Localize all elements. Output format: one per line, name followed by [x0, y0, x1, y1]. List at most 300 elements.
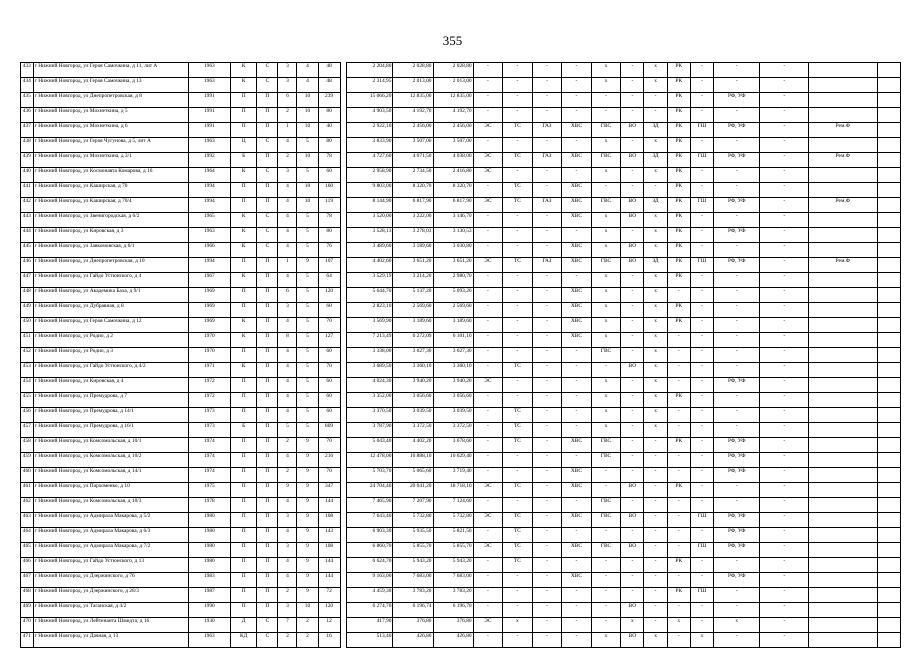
table-cell: [877, 288, 900, 303]
table-cell: х: [644, 168, 667, 183]
table-cell: -: [532, 333, 562, 348]
table-cell: ХВС: [562, 468, 592, 483]
table-cell: 2 013,00: [433, 78, 473, 93]
table-cell: РК: [667, 213, 690, 228]
table-cell: 60: [318, 408, 340, 423]
table-cell: РК: [667, 303, 690, 318]
table-row: [21, 288, 901, 303]
table-cell: 4: [278, 408, 297, 423]
table-cell: [877, 588, 900, 603]
table-cell: [877, 273, 900, 288]
table-cell: -: [503, 573, 533, 588]
table-cell: [877, 468, 900, 483]
table-cell: 6: [278, 288, 297, 303]
table-cell: -: [532, 483, 562, 498]
table-cell: -: [667, 528, 690, 543]
table-cell: 9: [297, 483, 318, 498]
table-cell: -: [690, 423, 713, 438]
table-cell: [809, 78, 878, 93]
table-cell: П: [257, 318, 278, 333]
table-cell: 9: [297, 513, 318, 528]
table-cell: -: [503, 168, 533, 183]
table-cell: [809, 393, 878, 408]
table-cell: С: [257, 228, 278, 243]
table-cell: 1974: [188, 468, 230, 483]
table-cell: 3 189,60: [433, 318, 473, 333]
table-cell: П: [230, 108, 256, 123]
table-cell: 453: [21, 363, 34, 378]
table-cell: -: [503, 453, 533, 468]
table-cell: [809, 543, 878, 558]
table-cell: -: [503, 318, 533, 333]
table-cell: [877, 408, 900, 423]
table-cell: -: [562, 228, 592, 243]
table-cell: ЗД: [644, 153, 667, 168]
table-row: [21, 273, 901, 288]
table-cell: 3 678,60: [433, 438, 473, 453]
table-cell: ГШ: [690, 513, 713, 528]
table-cell: -: [760, 183, 809, 198]
table-cell: 3 372,50: [433, 423, 473, 438]
table-cell: РК: [667, 393, 690, 408]
table-cell: 8 144,90: [346, 198, 392, 213]
table-cell: ТС: [503, 363, 533, 378]
table-cell: 376,80: [393, 618, 433, 633]
table-row: [21, 138, 901, 153]
table-cell: П: [257, 588, 278, 603]
table-cell: К: [230, 318, 256, 333]
table-cell: г Нижний Новгород, ул Кировская, д 4: [33, 378, 188, 393]
table-cell: -: [503, 378, 533, 393]
table-cell: П: [230, 348, 256, 363]
table-cell: [809, 108, 878, 123]
table-cell: 4: [278, 378, 297, 393]
table-cell: -: [532, 243, 562, 258]
table-cell: 3 651,20: [393, 258, 433, 273]
table-cell: 70: [318, 363, 340, 378]
table-cell: 436: [21, 108, 34, 123]
table-cell: -: [473, 288, 503, 303]
table-cell: П: [257, 288, 278, 303]
table-cell: П: [257, 528, 278, 543]
table-cell: 4: [297, 78, 318, 93]
table-cell: 3 189,60: [393, 243, 433, 258]
table-row: [21, 528, 901, 543]
table-cell: 5: [297, 243, 318, 258]
table-cell: -: [503, 243, 533, 258]
table-cell: ГШ: [690, 588, 713, 603]
table-cell: -: [690, 333, 713, 348]
table-cell: [877, 558, 900, 573]
table-cell: 3 189,60: [393, 318, 433, 333]
table-cell: -: [644, 453, 667, 468]
table-cell: [809, 183, 878, 198]
table-cell: РК: [667, 588, 690, 603]
table-cell: 5 855,70: [393, 543, 433, 558]
table-cell: 465: [21, 543, 34, 558]
table-cell: ВО: [621, 483, 644, 498]
table-cell: 3 039,50: [433, 408, 473, 423]
table-cell: П: [257, 378, 278, 393]
table-cell: 76: [318, 243, 340, 258]
table-cell: г Нижний Новгород, ул Кировская, д 3: [33, 228, 188, 243]
table-cell: х: [644, 228, 667, 243]
table-cell: -: [562, 348, 592, 363]
table-cell: П: [230, 393, 256, 408]
table-cell: [809, 513, 878, 528]
table-cell: -: [760, 408, 809, 423]
table-cell: -: [591, 468, 621, 483]
table-cell: П: [230, 258, 256, 273]
table-cell: -: [714, 168, 760, 183]
table-cell: 3 719,40: [433, 468, 473, 483]
table-cell: -: [760, 513, 809, 528]
table-cell: х: [644, 288, 667, 303]
table-cell: 2 456,00: [433, 123, 473, 138]
table-cell: 10: [297, 603, 318, 618]
table-cell: ХВС: [562, 288, 592, 303]
table-cell: 7 643,40: [346, 513, 392, 528]
table-cell: 70: [318, 438, 340, 453]
table-cell: -: [532, 213, 562, 228]
table-cell: 4: [278, 348, 297, 363]
table-cell: 3: [278, 513, 297, 528]
table-cell: 442: [21, 198, 34, 213]
table-cell: ТС: [503, 423, 533, 438]
table-cell: 3: [278, 603, 297, 618]
table-cell: ВО: [621, 198, 644, 213]
table-cell: П: [257, 123, 278, 138]
table-cell: РК: [667, 183, 690, 198]
table-cell: -: [532, 573, 562, 588]
table-cell: [809, 228, 878, 243]
table-cell: ГШ: [690, 123, 713, 138]
table-cell: С: [257, 168, 278, 183]
table-cell: г Нижний Новгород, ул Дубравная, д 8: [33, 303, 188, 318]
table-cell: х: [503, 618, 533, 633]
table-cell: 119: [318, 198, 340, 213]
table-cell: 144: [318, 558, 340, 573]
table-cell: 12 478,00: [346, 453, 392, 468]
table-cell: 3 940,20: [433, 378, 473, 393]
table-cell: П: [257, 348, 278, 363]
table-cell: ХВС: [562, 318, 592, 333]
table-cell: ТС: [503, 123, 533, 138]
table-cell: 1973: [188, 408, 230, 423]
table-cell: -: [714, 498, 760, 513]
table-cell: ХВС: [562, 543, 592, 558]
table-cell: ХВС: [562, 183, 592, 198]
table-cell: -: [621, 453, 644, 468]
table-cell: 1967: [188, 273, 230, 288]
table-cell: 5 093,20: [433, 288, 473, 303]
table-cell: С: [257, 78, 278, 93]
table-cell: 64: [318, 273, 340, 288]
table-cell: 1963: [188, 78, 230, 93]
table-cell: ВО: [621, 153, 644, 168]
table-cell: -: [473, 528, 503, 543]
table-cell: ЭС: [473, 543, 503, 558]
table-cell: К: [230, 213, 256, 228]
table-cell: 2 314,95: [346, 78, 392, 93]
table-cell: 107: [318, 258, 340, 273]
table-cell: 443: [21, 213, 34, 228]
table-cell: -: [644, 183, 667, 198]
table-cell: К: [230, 228, 256, 243]
table-cell: 3 352,00: [346, 393, 392, 408]
table-cell: ТС: [503, 438, 533, 453]
table-cell: 456: [21, 408, 34, 423]
table-cell: 5 855,70: [433, 543, 473, 558]
table-cell: 1991: [188, 93, 230, 108]
table-cell: -: [621, 588, 644, 603]
table-cell: -: [532, 513, 562, 528]
table-cell: 2 734,50: [393, 168, 433, 183]
table-cell: 4: [278, 213, 297, 228]
table-cell: -: [562, 168, 592, 183]
table-cell: [877, 633, 900, 648]
table-cell: 7: [278, 618, 297, 633]
table-cell: -: [760, 618, 809, 633]
table-cell: -: [690, 78, 713, 93]
table-cell: 9: [297, 588, 318, 603]
table-cell: [809, 243, 878, 258]
table-cell: [877, 573, 900, 588]
table-cell: -: [644, 93, 667, 108]
table-cell: 8 320,70: [433, 183, 473, 198]
table-cell: 5 043,40: [346, 438, 392, 453]
table-cell: РК: [667, 273, 690, 288]
table-cell: -: [621, 378, 644, 393]
table-cell: [877, 138, 900, 153]
table-cell: -: [621, 558, 644, 573]
table-cell: 1969: [188, 318, 230, 333]
table-cell: ГАЗ: [532, 258, 562, 273]
table-cell: -: [690, 243, 713, 258]
table-cell: 1980: [188, 513, 230, 528]
table-cell: 5: [297, 213, 318, 228]
table-cell: -: [690, 213, 713, 228]
table-cell: 3 528,13: [346, 228, 392, 243]
table-cell: ТС: [503, 543, 533, 558]
table-cell: -: [644, 483, 667, 498]
table-cell: г Нижний Новгород, ул Пархоменко, д 10: [33, 483, 188, 498]
table-cell: -: [690, 603, 713, 618]
table-cell: П: [230, 588, 256, 603]
table-cell: П: [230, 123, 256, 138]
table-cell: -: [690, 318, 713, 333]
table-cell: -: [473, 393, 503, 408]
table-cell: 4: [278, 228, 297, 243]
table-cell: 452: [21, 348, 34, 363]
table-cell: 1987: [188, 588, 230, 603]
table-cell: 2 456,00: [393, 123, 433, 138]
table-cell: [877, 393, 900, 408]
table-cell: РФ, УФ: [714, 528, 760, 543]
table-cell: 440: [21, 168, 34, 183]
table-cell: С: [257, 213, 278, 228]
table-cell: 60: [318, 348, 340, 363]
table-cell: 10 629,40: [433, 453, 473, 468]
table-cell: -: [760, 423, 809, 438]
table-cell: -: [690, 138, 713, 153]
table-cell: 120: [318, 603, 340, 618]
table-cell: х: [591, 228, 621, 243]
table-cell: [809, 63, 878, 78]
table-cell: П: [230, 543, 256, 558]
table-cell: г Нижний Новгород, ул Героя Чугунова, д 5, лит А: [33, 138, 188, 153]
table-cell: х: [644, 273, 667, 288]
table-cell: -: [503, 393, 533, 408]
table-cell: [877, 108, 900, 123]
table-cell: -: [690, 453, 713, 468]
table-cell: 3 214,20: [393, 273, 433, 288]
table-cell: -: [714, 63, 760, 78]
table-cell: 5 732,80: [433, 513, 473, 528]
table-cell: х: [591, 408, 621, 423]
table-cell: -: [760, 198, 809, 213]
table-cell: г Нижний Новгород, ул Героя Самочкина, д 11, лит А: [33, 63, 188, 78]
table-cell: 9: [297, 453, 318, 468]
table-row: [21, 168, 901, 183]
table-cell: -: [690, 378, 713, 393]
table-cell: 3 338,00: [346, 348, 392, 363]
table-cell: [809, 213, 878, 228]
table-cell: 468: [21, 588, 34, 603]
table-cell: ТС: [503, 408, 533, 423]
table-cell: -: [591, 588, 621, 603]
table-cell: 1963: [188, 63, 230, 78]
table-cell: 4: [278, 138, 297, 153]
table-cell: -: [532, 618, 562, 633]
table-cell: -: [667, 453, 690, 468]
table-cell: -: [503, 213, 533, 228]
table-cell: 3 360,10: [433, 363, 473, 378]
table-cell: 470: [21, 618, 34, 633]
table-cell: -: [621, 348, 644, 363]
table-cell: ГВС: [591, 198, 621, 213]
table-cell: ГВС: [591, 153, 621, 168]
table-cell: 9: [297, 438, 318, 453]
table-cell: -: [621, 318, 644, 333]
table-cell: 2: [297, 618, 318, 633]
table-cell: 48: [318, 78, 340, 93]
table-cell: П: [257, 438, 278, 453]
table-cell: 447: [21, 273, 34, 288]
table-cell: 24 704,40: [346, 483, 392, 498]
table-cell: -: [667, 633, 690, 648]
table-cell: 426,80: [433, 633, 473, 648]
table-cell: х: [591, 318, 621, 333]
table-cell: ЭС: [473, 168, 503, 183]
table-cell: П: [230, 558, 256, 573]
table-cell: 4 192,70: [433, 108, 473, 123]
table-cell: -: [621, 108, 644, 123]
table-cell: ХВС: [562, 258, 592, 273]
table-cell: -: [760, 333, 809, 348]
table-cell: -: [532, 423, 562, 438]
table-cell: г Нижний Новгород, ул Днепропетровская, д 10: [33, 258, 188, 273]
table-cell: -: [503, 273, 533, 288]
table-cell: -: [760, 393, 809, 408]
table-cell: г Нижний Новгород, ул Премудрова, д 14/1: [33, 408, 188, 423]
table-cell: 10 888,10: [393, 453, 433, 468]
table-cell: ВО: [621, 258, 644, 273]
table-cell: П: [230, 93, 256, 108]
table-cell: 4: [278, 318, 297, 333]
table-cell: -: [503, 138, 533, 153]
table-cell: -: [621, 393, 644, 408]
table-cell: -: [644, 468, 667, 483]
table-cell: 1972: [188, 393, 230, 408]
table-cell: 3: [278, 303, 297, 318]
table-cell: [809, 423, 878, 438]
table-cell: -: [473, 588, 503, 603]
table-cell: 2: [278, 633, 297, 648]
table-cell: г Нижний Новгород, ул Гайдо Устюнского, д 13: [33, 558, 188, 573]
table-cell: -: [714, 483, 760, 498]
table-cell: ВО: [621, 603, 644, 618]
table-cell: 5 065,60: [393, 468, 433, 483]
table-cell: [877, 453, 900, 468]
table-cell: 7 213,49: [346, 333, 392, 348]
table-cell: 3 689,50: [346, 363, 392, 378]
table-cell: 5: [297, 318, 318, 333]
table-cell: К: [230, 243, 256, 258]
table-cell: ЭС: [473, 258, 503, 273]
table-cell: П: [257, 273, 278, 288]
table-cell: П: [230, 288, 256, 303]
table-cell: 5: [297, 363, 318, 378]
table-cell: -: [714, 78, 760, 93]
table-cell: РФ, УФ: [714, 123, 760, 138]
table-cell: -: [473, 633, 503, 648]
table-cell: [809, 363, 878, 378]
table-cell: 80: [318, 138, 340, 153]
table-cell: 4: [278, 363, 297, 378]
table-cell: -: [690, 483, 713, 498]
table-cell: ГАЗ: [532, 123, 562, 138]
table-cell: -: [714, 273, 760, 288]
table-cell: 7 683,00: [393, 573, 433, 588]
table-cell: -: [714, 603, 760, 618]
table-cell: ТС: [503, 558, 533, 573]
table-cell: -: [760, 468, 809, 483]
table-cell: -: [562, 138, 592, 153]
table-cell: -: [760, 453, 809, 468]
table-cell: -: [760, 273, 809, 288]
table-cell: ХВС: [562, 483, 592, 498]
table-cell: -: [532, 408, 562, 423]
table-cell: 4 402,60: [346, 258, 392, 273]
table-cell: -: [644, 588, 667, 603]
table-cell: 2 569,60: [433, 303, 473, 318]
table-cell: [877, 498, 900, 513]
table-cell: 5: [297, 333, 318, 348]
table-cell: -: [532, 108, 562, 123]
table-row: [21, 78, 901, 93]
table-row: [21, 63, 901, 78]
table-cell: П: [230, 498, 256, 513]
table-cell: 144: [318, 573, 340, 588]
table-cell: 438: [21, 138, 34, 153]
table-cell: -: [760, 303, 809, 318]
table-cell: 6 903,30: [346, 528, 392, 543]
table-cell: х: [667, 618, 690, 633]
table-cell: -: [473, 603, 503, 618]
table-cell: ВО: [621, 633, 644, 648]
table-cell: Рем.Ф: [809, 153, 878, 168]
